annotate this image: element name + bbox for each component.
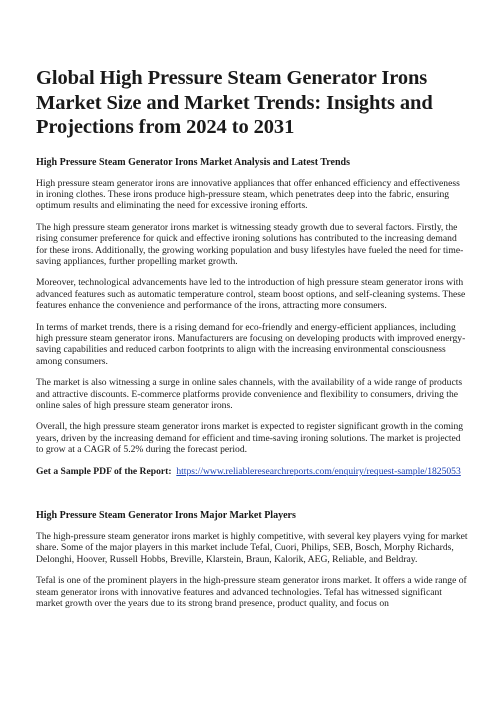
paragraph: Tefal is one of the prominent players in the high-pressure steam generator irons market. It offers a wide range of steam generator irons with innovative features and advanced technologies. Tefal has witnessed significant market growth over the years due to its strong brand presence, product quality, and focus on [36,575,467,610]
sample-pdf-line [36,466,468,477]
paragraph: The high-pressure steam generator irons market is highly competitive, with several key players vying for market share. Some of the major players in this market include Tefal, Cuori, Philips, SEB, Bosch, Morphy Richards, Delonghi, Hoover, Russell Hobbs, Breville, Klarstein, Braun, Kalorik, AEG, Reliable, and Beldray. [36,531,468,565]
page-title: Global High Pressure Steam Generator Irons Market Size and Market Trends: Insights and Projections from 2024 to 2031 [36,67,433,138]
paragraph: Moreover, technological advancements have led to the introduction of high pressure steam generator irons with advanced features such as automatic temperature control, steam boost options, and self-cleaning systems. These features enhance the convenience and performance of the irons, attracting more consumers. [36,277,466,312]
sample-pdf-label: Get a Sample PDF of the Report: [36,465,172,477]
paragraph: The high pressure steam generator irons market is witnessing steady growth due to several factors. Firstly, the rising consumer preference for quick and effective ironing solutions has contributed to the increasing demand for these irons. Additionally, the growing working population and busy lifestyles have fueled the need for time-saving appliances, further propelling market growth. [36,221,464,267]
paragraph: High pressure steam generator irons are innovative appliances that offer enhanced efficiency and effectiveness in ironing clothes. These irons produce high-pressure steam, which penetrates deep into the fabric, ensuring optimum results and eliminating the need for excessive ironing efforts. [36,177,460,212]
section-heading-players: High Pressure Steam Generator Irons Major Market Players [36,510,296,522]
paragraph: Overall, the high pressure steam generator irons market is expected to register significant growth in the coming years, driven by the increasing demand for efficient and time-saving ironing solutions. The market is projected to grow at a CAGR of 5.2% during the forecast period. [36,421,464,456]
paragraph: The market is also witnessing a surge in online sales channels, with the availability of a wide range of products and attractive discounts. E-commerce platforms provide convenience and flexibility to consumers, driving the online sales of high pressure steam generator irons. [36,377,463,411]
sample-pdf-link[interactable]: https://www.reliableresearchreports.com/enquiry/request-sample/1825053 [176,465,461,477]
paragraph: In terms of market trends, there is a rising demand for eco-friendly and energy-efficient appliances, including high pressure steam generator irons. Manufacturers are focusing on developing products with improved energy-saving capabilities and reduced carbon footprints to align with the increasing environmental consciousness among consumers. [36,321,466,367]
article [36,66,468,619]
section-heading-analysis: High Pressure Steam Generator Irons Market Analysis and Latest Trends [36,156,350,168]
